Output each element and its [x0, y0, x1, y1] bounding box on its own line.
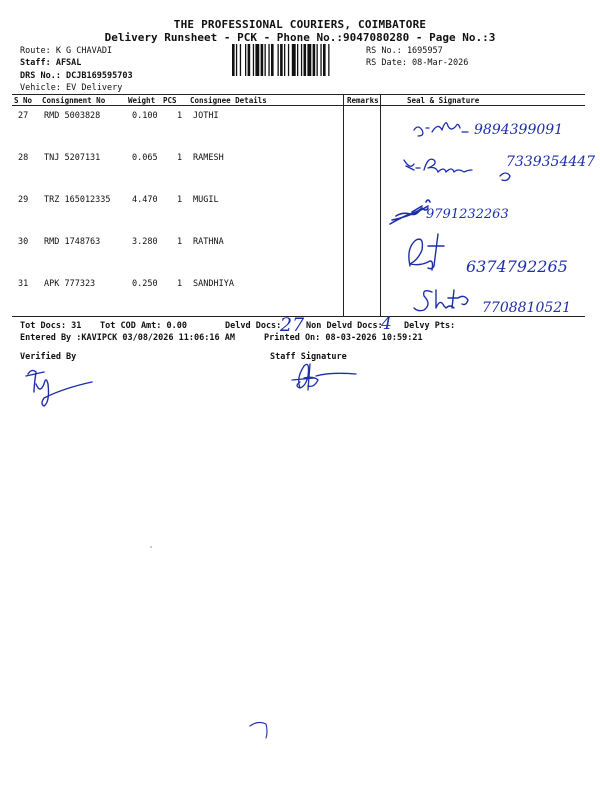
row-consignee: JOTHI: [193, 111, 219, 121]
signature-scribble-30: [409, 234, 444, 270]
verified-by-signature: [22, 364, 102, 408]
handwritten-phone-29: 9791232263: [426, 207, 509, 222]
row-weight: 0.100: [132, 111, 158, 121]
row-consignment: TRZ 165012335: [44, 195, 111, 205]
col-sno: S No: [14, 96, 33, 105]
staff-signature-label: Staff Signature: [270, 352, 347, 362]
handwritten-phone-28: 7339354447: [506, 154, 596, 170]
staff-signature-mark: [286, 358, 366, 396]
total-docs: Tot Docs: 31: [20, 321, 82, 331]
row-weight: 0.065: [132, 153, 158, 163]
remarks-divider: [343, 94, 344, 316]
delivered-docs-label: Delvd Docs:: [225, 321, 282, 331]
col-pcs: PCS: [163, 96, 177, 105]
seal-divider: [380, 94, 381, 316]
row-pcs: 1: [177, 153, 183, 163]
row-sno: 29: [18, 195, 29, 205]
handwritten-phone-30: 6374792265: [466, 257, 568, 276]
row-pcs: 1: [177, 279, 183, 289]
stray-pen-mark: [246, 716, 286, 742]
stray-dot: [148, 544, 154, 550]
row-pcs: 1: [177, 195, 183, 205]
row-consignment: APK 777323: [44, 279, 96, 289]
row-weight: 4.470: [132, 195, 158, 205]
col-seal-signature: Seal & Signature: [407, 96, 480, 105]
non-delivered-docs-label: Non Delvd Docs:: [306, 321, 383, 331]
row-pcs: 1: [177, 111, 183, 121]
signature-scribble-27: [414, 123, 468, 136]
runsheet-subtitle: Delivery Runsheet - PCK - Phone No.:9047080280 - Page No.:3: [104, 31, 496, 44]
row-weight: 0.250: [132, 279, 158, 289]
row-sno: 27: [18, 111, 29, 121]
row-consignment: RMD 1748763: [44, 237, 101, 247]
row-consignment: TNJ 5207131: [44, 153, 101, 163]
row-consignee: RAMESH: [193, 153, 224, 163]
delivery-points-label: Delvy Pts:: [404, 321, 456, 331]
entered-by: Entered By :KAVIPCK 03/08/2026 11:06:16 AM: [20, 333, 235, 343]
printed-on: Printed On: 08-03-2026 10:59:21: [264, 333, 423, 343]
signature-scribble-29: [390, 200, 430, 224]
signature-scribble-28: [404, 159, 510, 180]
table-top-border: [12, 94, 585, 95]
barcode-image: [232, 44, 362, 76]
total-cod-amount: Tot COD Amt: 0.00: [100, 321, 187, 331]
col-consignee: Consignee Details: [190, 96, 267, 105]
col-weight: Weight: [128, 96, 156, 105]
row-sno: 30: [18, 237, 29, 247]
col-consignment: Consignment No: [42, 96, 106, 105]
row-consignment: RMD 5003828: [44, 111, 101, 121]
row-consignee: SANDHIYA: [193, 279, 234, 289]
verified-by-label: Verified By: [20, 352, 77, 362]
row-sno: 28: [18, 153, 29, 163]
non-delivered-docs-value: [380, 312, 398, 332]
row-pcs: 1: [177, 237, 183, 247]
drs-number: DRS No.: DCJB169595703: [20, 71, 133, 81]
rs-date: RS Date: 08-Mar-2026: [366, 58, 469, 68]
row-consignee: MUGIL: [193, 195, 219, 205]
route-label: Route: K G CHAVADI: [20, 46, 113, 56]
row-sno: 31: [18, 279, 29, 289]
staff-label: Staff: AFSAL: [20, 58, 82, 68]
svg-text:27: 27: [280, 314, 305, 334]
svg-text:4: 4: [381, 314, 392, 332]
delivered-docs-value: [279, 312, 305, 334]
vehicle-label: Vehicle: EV Delivery: [20, 83, 123, 93]
signature-scribble-31: [414, 290, 468, 311]
row-weight: 3.280: [132, 237, 158, 247]
company-title: THE PROFESSIONAL COURIERS, COIMBATORE: [173, 18, 427, 31]
handwritten-phone-27: 9894399091: [474, 122, 564, 138]
row-consignee: RATHNA: [193, 237, 224, 247]
rs-number: RS No.: 1695957: [366, 46, 443, 56]
handwritten-signatures: [382, 106, 597, 316]
handwritten-phone-31: 7708810521: [482, 300, 572, 316]
col-remarks: Remarks: [347, 96, 379, 105]
